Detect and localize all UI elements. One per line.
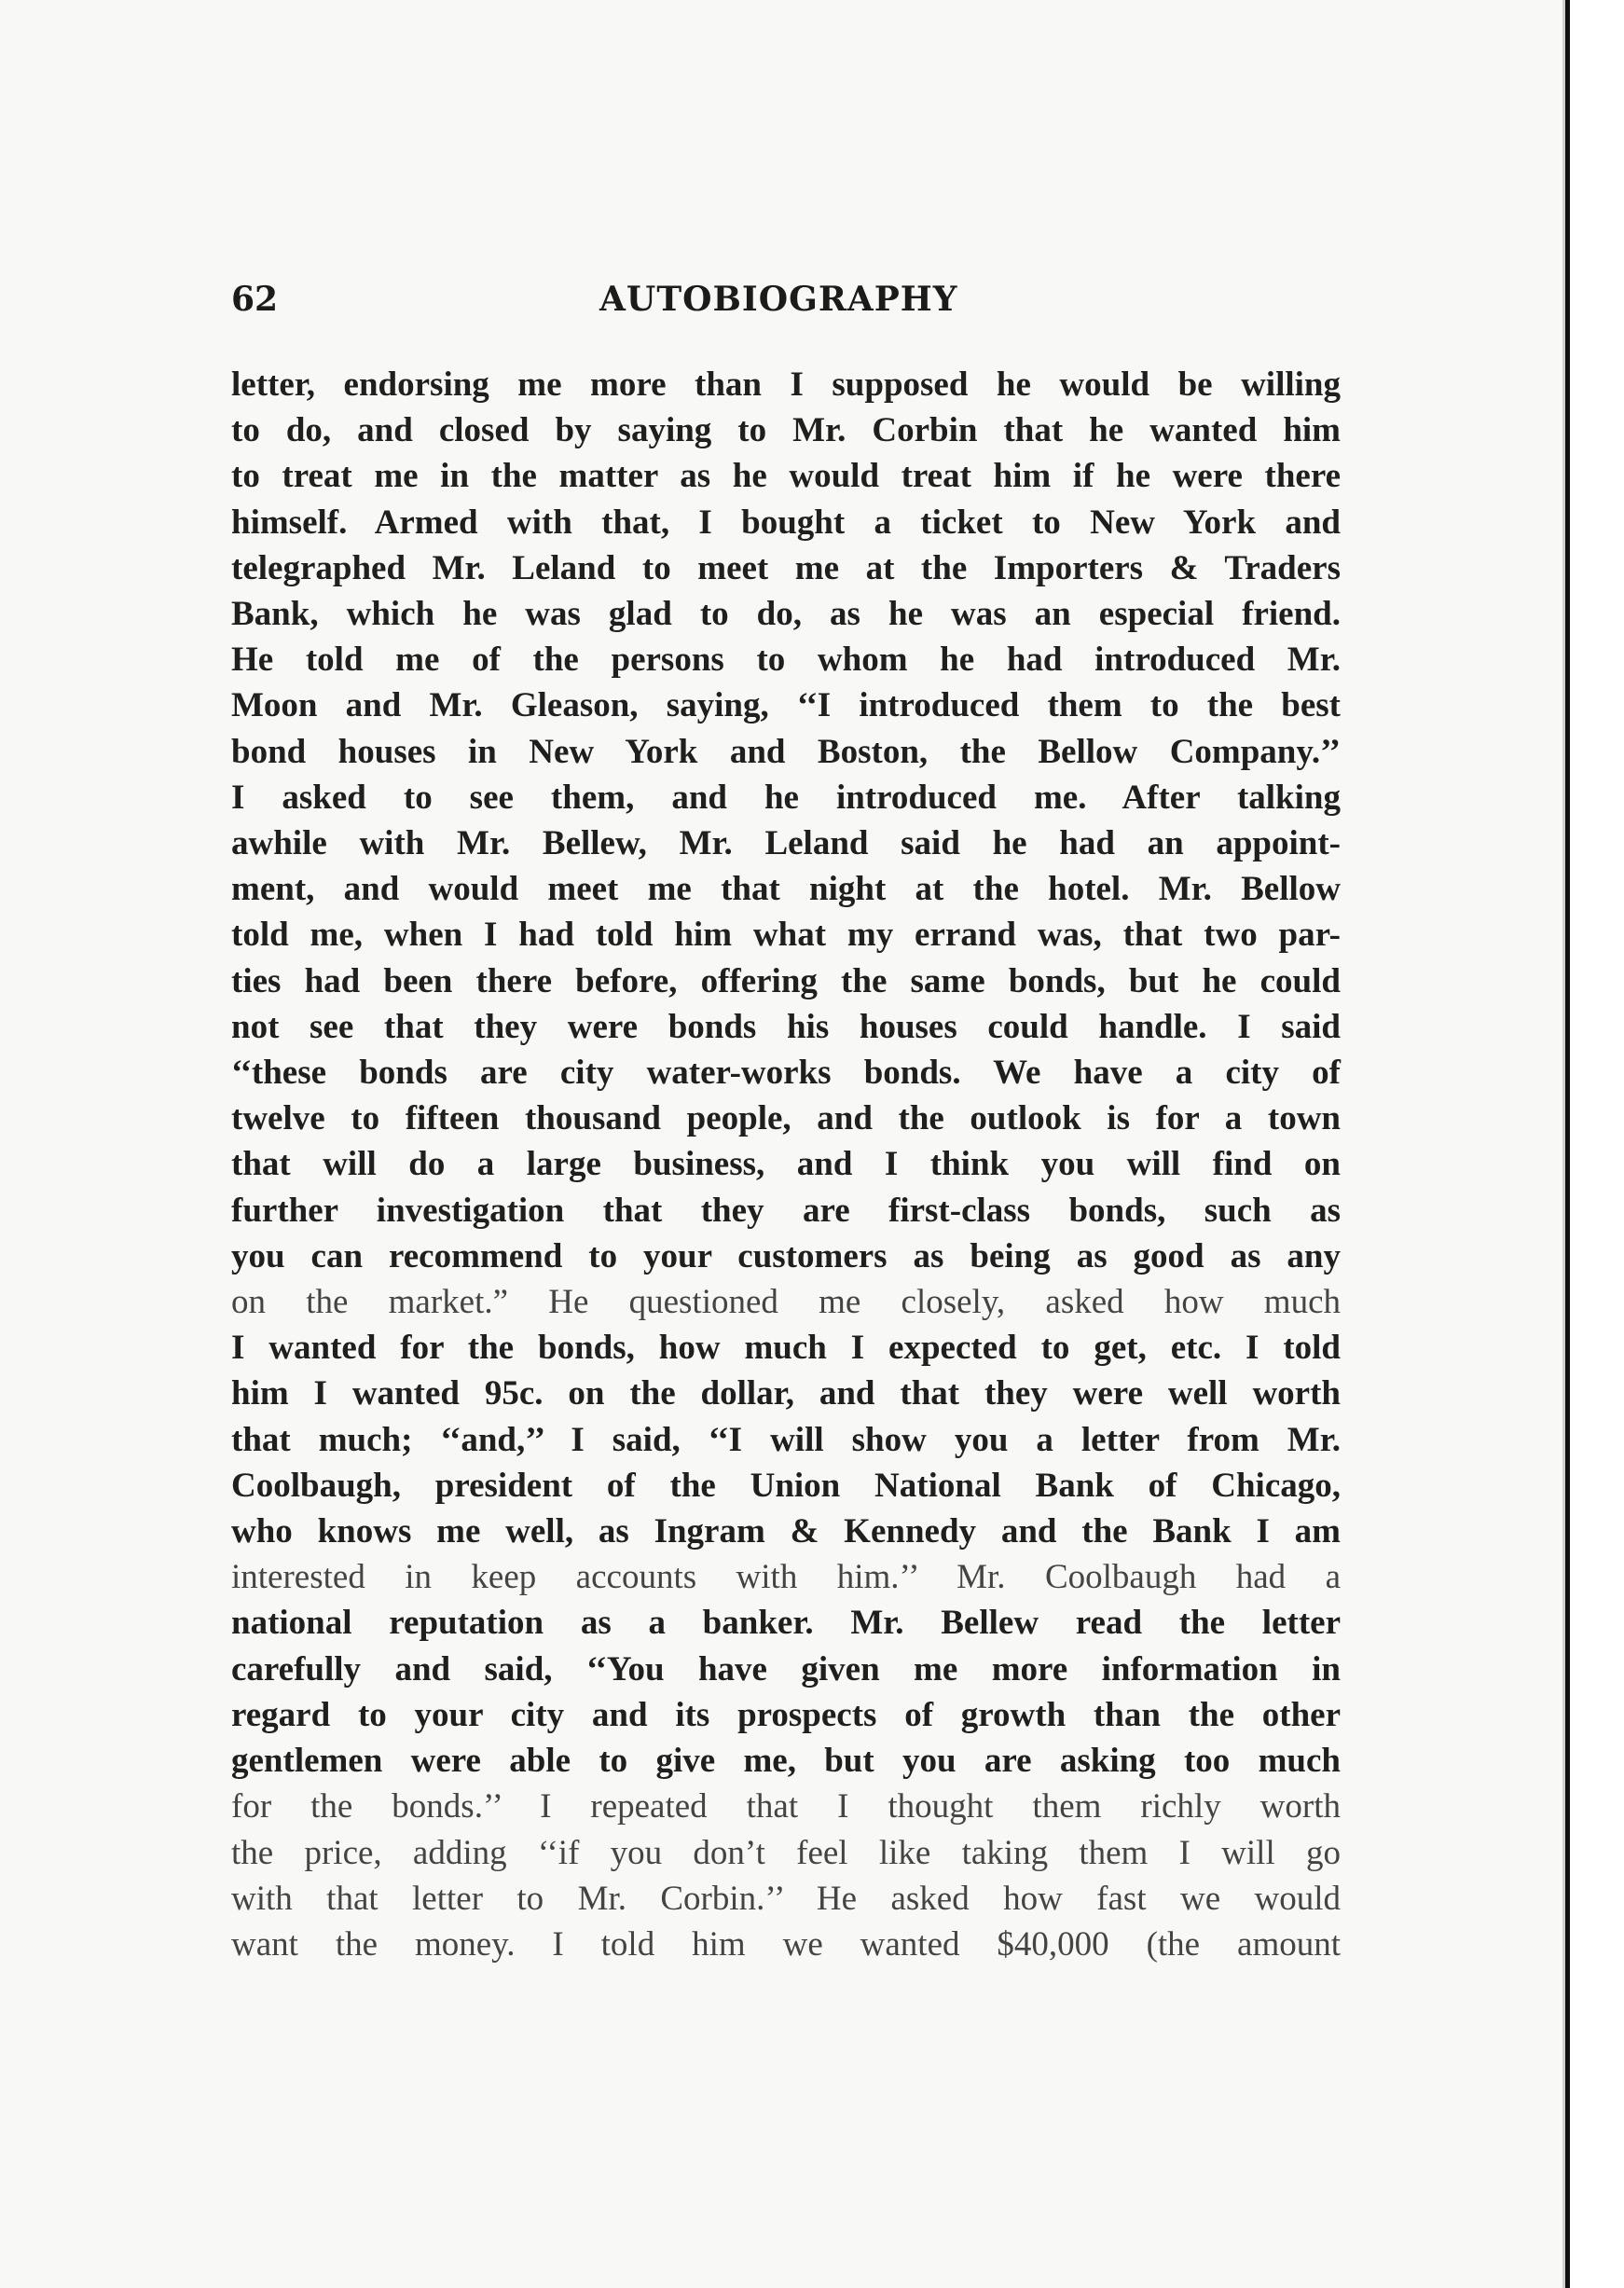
text-line: ties had been there before, offering the same bonds, but he could bbox=[231, 961, 1341, 1000]
text-line: ment, and would meet me that night at the hotel. Mr. Bellow bbox=[231, 870, 1341, 909]
text-line: Bank, which he was glad to do, as he was an especial friend. bbox=[231, 595, 1341, 634]
text-line: I asked to see them, and he introduced me. After talking bbox=[231, 778, 1341, 817]
text-line: himself. Armed with that, I bought a ticket to New York and bbox=[231, 503, 1341, 542]
text-line: on the market.” He questioned me closely, asked how much bbox=[231, 1283, 1341, 1322]
text-line: letter, endorsing me more than I supposed he would be willing bbox=[231, 365, 1341, 404]
text-line: Coolbaugh, president of the Union National Bank of Chicago, bbox=[231, 1466, 1341, 1505]
running-head: AUTOBIOGRAPHY bbox=[599, 280, 958, 319]
text-line: want the money. I told him we wanted $40,000 (the amount bbox=[231, 1924, 1341, 1964]
text-line: carefully and said, ‘‘You have given me more information in bbox=[231, 1649, 1341, 1688]
text-line: further investigation that they are first-class bonds, such as bbox=[231, 1191, 1341, 1230]
text-line: with that letter to Mr. Corbin.’’ He asked how fast we would bbox=[231, 1879, 1341, 1918]
text-line: telegraphed Mr. Leland to meet me at the Importers & Traders bbox=[231, 548, 1341, 587]
right-margin bbox=[1570, 0, 1624, 2288]
text-line: you can recommend to your customers as being as good as any bbox=[231, 1236, 1341, 1275]
page-binding-edge bbox=[1565, 0, 1570, 2288]
text-line: to treat me in the matter as he would treat him if he were there bbox=[231, 457, 1341, 496]
text-line: gentlemen were able to give me, but you are asking too much bbox=[231, 1742, 1341, 1781]
text-line: bond houses in New York and Boston, the Bellow Company.’’ bbox=[231, 732, 1341, 771]
text-line: him I wanted 95c. on the dollar, and that they were well worth bbox=[231, 1374, 1341, 1413]
text-line: I wanted for the bonds, how much I expected to get, etc. I told bbox=[231, 1329, 1341, 1368]
text-line: awhile with Mr. Bellew, Mr. Leland said he had an appoint- bbox=[231, 824, 1341, 863]
text-line: for the bonds.’’ I repeated that I thought them richly worth bbox=[231, 1787, 1341, 1826]
text-line: He told me of the persons to whom he had introduced Mr. bbox=[231, 641, 1341, 680]
text-line: interested in keep accounts with him.’’ Mr. Coolbaugh had a bbox=[231, 1558, 1341, 1597]
text-line: national reputation as a banker. Mr. Bellew read the letter bbox=[231, 1604, 1341, 1643]
text-line: regard to your city and its prospects of growth than the other bbox=[231, 1695, 1341, 1734]
text-line: who knows me well, as Ingram & Kennedy and the Bank I am bbox=[231, 1512, 1341, 1551]
text-line: the price, adding ‘‘if you don’t feel like taking them I will go bbox=[231, 1833, 1341, 1872]
text-line: Moon and Mr. Gleason, saying, ‘‘I introduced them to the best bbox=[231, 686, 1341, 725]
text-line: twelve to fifteen thousand people, and the outlook is for a town bbox=[231, 1099, 1341, 1138]
page-number: 62 bbox=[231, 280, 279, 319]
text-line: not see that they were bonds his houses could handle. I said bbox=[231, 1007, 1341, 1046]
text-line: ‘‘these bonds are city water-works bonds. We have a city of bbox=[231, 1054, 1341, 1093]
text-line: to do, and closed by saying to Mr. Corbin that he wanted him bbox=[231, 411, 1341, 450]
body-text bbox=[231, 362, 1341, 1967]
text-line: that much; ‘‘and,’’ I said, ‘‘I will show you a letter from Mr. bbox=[231, 1420, 1341, 1459]
text-line: that will do a large business, and I think you will find on bbox=[231, 1145, 1341, 1184]
text-line: told me, when I had told him what my errand was, that two par- bbox=[231, 916, 1341, 955]
page-header bbox=[231, 274, 1341, 324]
